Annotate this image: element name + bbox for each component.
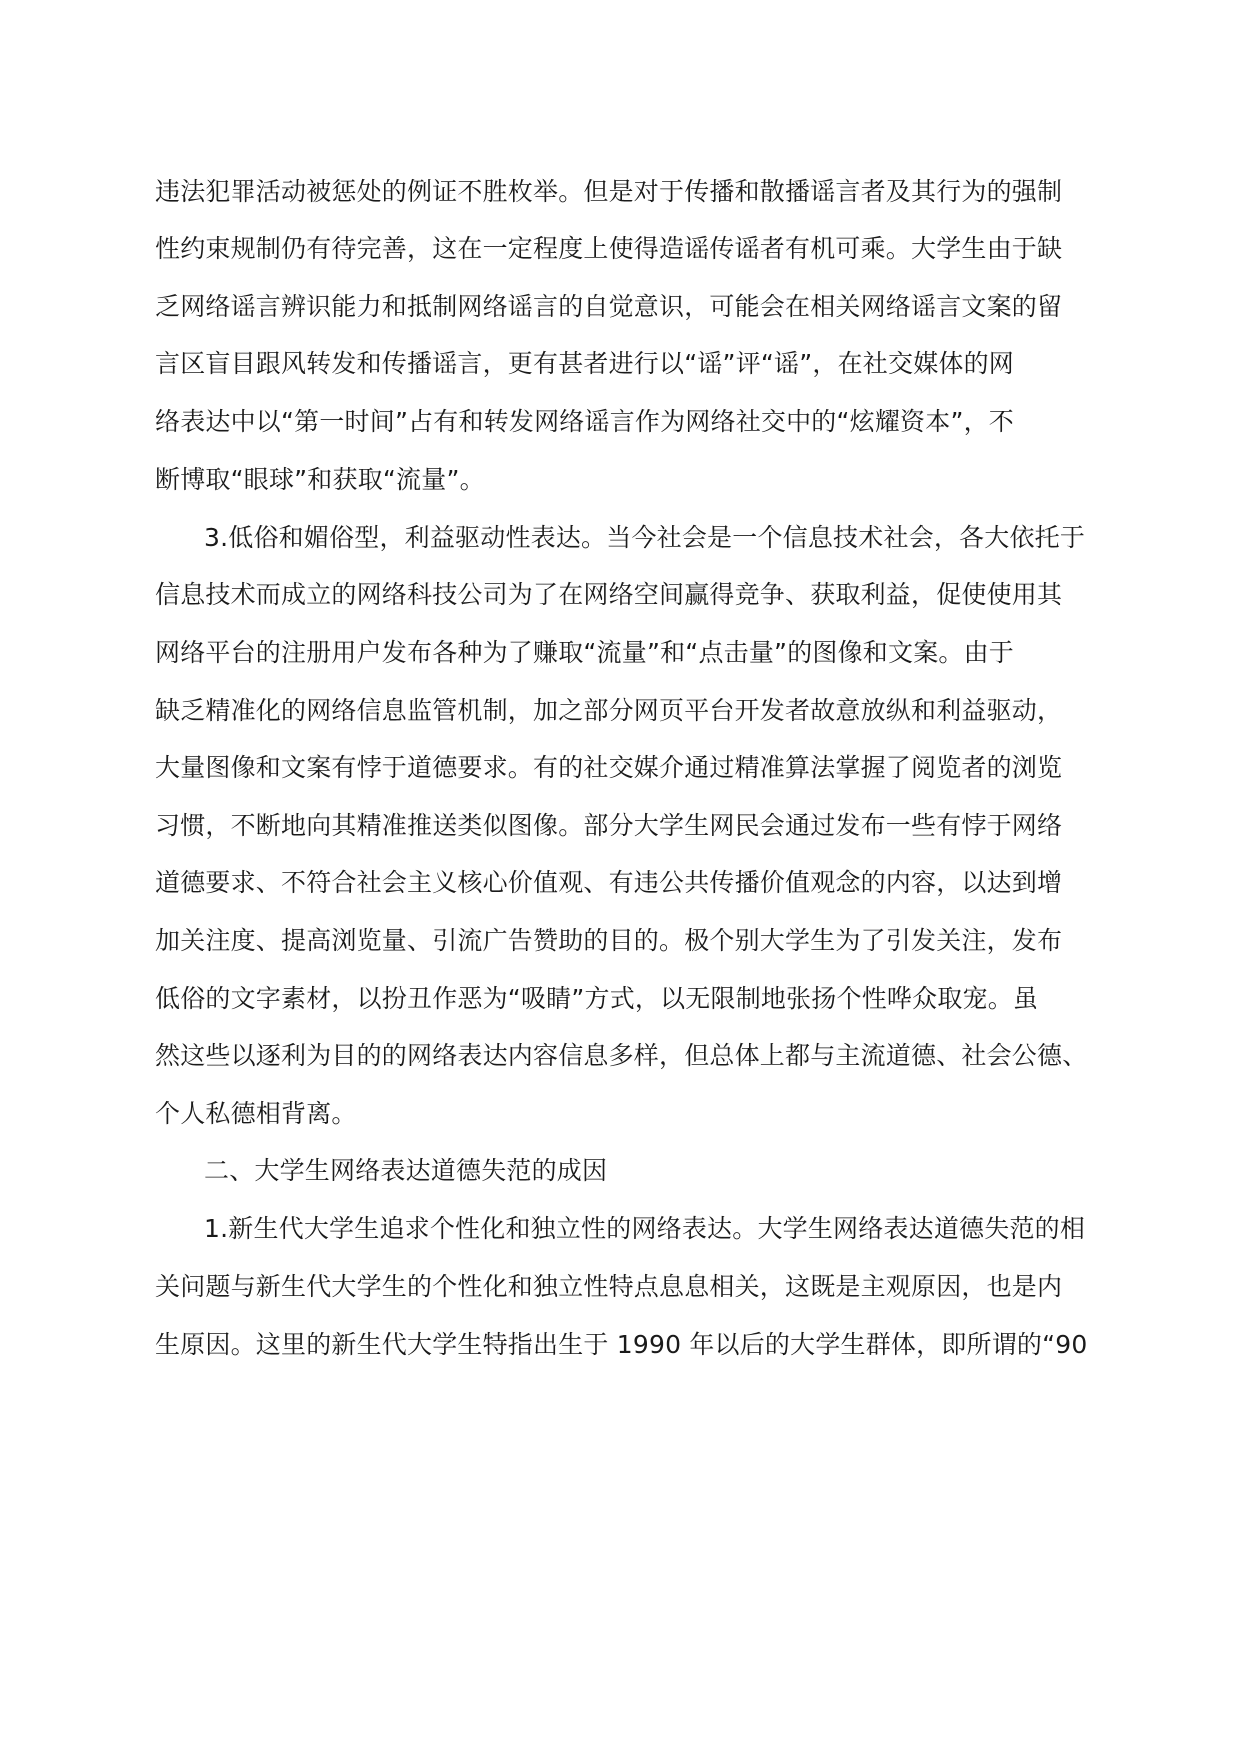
text-line: 然这些以逐利为目的的网络表达内容信息多样，但总体上都与主流道德、社会公德、: [155, 1041, 1088, 1070]
text-line: 加关注度、提高浏览量、引流广告赞助的目的。极个别大学生为了引发关注，发布: [155, 926, 1063, 955]
text-line: 性约束规制仍有待完善，这在一定程度上使得造谣传谣者有机可乘。大学生由于缺: [155, 234, 1063, 263]
text-line: 个人私德相背离。: [155, 1099, 357, 1128]
text-line: 信息技术而成立的网络科技公司为了在网络空间赢得竞争、获取利益，促使使用其: [155, 580, 1063, 609]
text-line: 网络平台的注册用户发布各种为了赚取“流量”和“点击量”的图像和文案。由于: [155, 638, 1015, 667]
text-line: 生原因。这里的新生代大学生特指出生于 1990 年以后的大学生群体，即所谓的“90: [155, 1330, 1088, 1359]
text-line: 乏网络谣言辨识能力和抵制网络谣言的自觉意识，可能会在相关网络谣言文案的留: [155, 292, 1063, 321]
text-line: 违法犯罪活动被惩处的例证不胜枚举。但是对于传播和散播谣言者及其行为的强制: [155, 177, 1063, 206]
text-line: 断博取“眼球”和获取“流量”。: [155, 465, 485, 494]
text-line: 低俗的文字素材，以扮丑作恶为“吸睛”方式，以无限制地张扬个性哗众取宠。虽: [155, 984, 1039, 1013]
text-line: 关问题与新生代大学生的个性化和独立性特点息息相关，这既是主观原因，也是内: [155, 1272, 1063, 1301]
paragraph-heading-line: 3.低俗和媚俗型，利益驱动性表达。当今社会是一个信息技术社会，各大依托于: [204, 523, 1086, 552]
text-line: 大量图像和文案有悖于道德要求。有的社交媒介通过精准算法掌握了阅览者的浏览: [155, 753, 1063, 782]
text-line: 络表达中以“第一时间”占有和转发网络谣言作为网络社交中的“炫耀资本”，不: [155, 407, 1015, 436]
section-heading: 二、大学生网络表达道德失范的成因: [204, 1156, 608, 1185]
paragraph-heading-line: 1.新生代大学生追求个性化和独立性的网络表达。大学生网络表达道德失范的相: [204, 1214, 1086, 1243]
text-line: 言区盲目跟风转发和传播谣言，更有甚者进行以“谣”评“谣”，在社交媒体的网: [155, 349, 1015, 378]
text-line: 习惯，不断地向其精准推送类似图像。部分大学生网民会通过发布一些有悖于网络: [155, 811, 1063, 840]
text-line: 缺乏精准化的网络信息监管机制，加之部分网页平台开发者故意放纵和利益驱动，: [155, 696, 1063, 725]
text-line: 道德要求、不符合社会主义核心价值观、有违公共传播价值观念的内容，以达到增: [155, 868, 1063, 897]
